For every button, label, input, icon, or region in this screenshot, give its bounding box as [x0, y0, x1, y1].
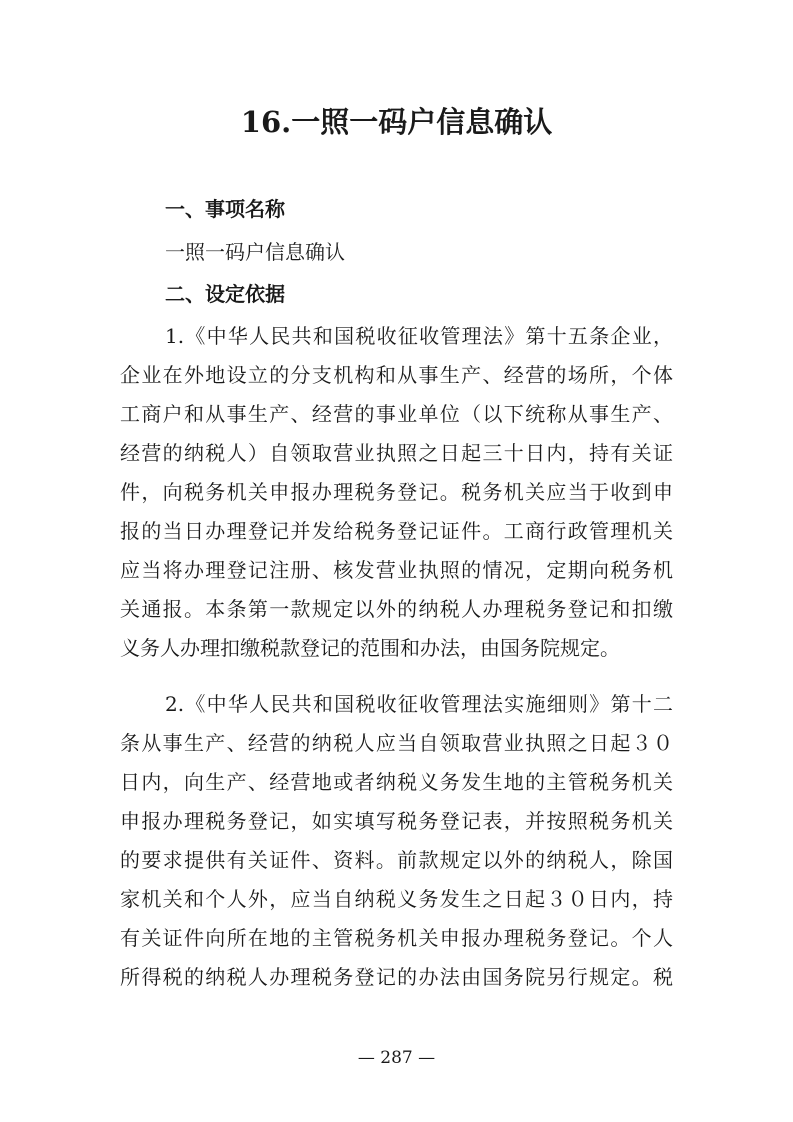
paragraph-line: 工商户和从事生产、经营的事业单位（以下统称从事生产、	[120, 402, 673, 426]
paragraph-line: 应当将办理登记注册、核发营业执照的情况，定期向税务机	[120, 558, 673, 582]
paragraph-line: 条从事生产、经营的纳税人应当自领取营业执照之日起３０	[120, 731, 673, 755]
paragraph-line: 申报办理税务登记，如实填写税务登记表，并按照税务机关	[120, 809, 673, 833]
paragraph-line: 日内，向生产、经营地或者纳税义务发生地的主管税务机关	[120, 770, 673, 794]
item-name-text: 一照一码户信息确认	[165, 240, 345, 264]
paragraph-line: 所得税的纳税人办理税务登记的办法由国务院另行规定。税	[120, 965, 673, 989]
paragraph-line: 企业在外地设立的分支机构和从事生产、经营的场所，个体	[120, 363, 673, 387]
paragraph-line: 的要求提供有关证件、资料。前款规定以外的纳税人，除国	[120, 848, 673, 872]
paragraph-line: 1.《中华人民共和国税收征收管理法》第十五条企业，	[165, 324, 673, 348]
paragraph-line: 2.《中华人民共和国税收征收管理法实施细则》第十二	[165, 692, 673, 716]
paragraph-line: 报的当日办理登记并发给税务登记证件。工商行政管理机关	[120, 519, 673, 543]
paragraph-line: 义务人办理扣缴税款登记的范围和办法，由国务院规定。	[120, 636, 620, 660]
paragraph-line: 件，向税务机关申报办理税务登记。税务机关应当于收到申	[120, 480, 673, 504]
page-number: — 287 —	[357, 1048, 436, 1068]
page-title: 16.一照一码户信息确认	[240, 105, 553, 139]
section-heading-legal-basis: 二、设定依据	[165, 282, 285, 306]
section-heading-item-name: 一、事项名称	[165, 197, 285, 221]
paragraph-line: 关通报。本条第一款规定以外的纳税人办理税务登记和扣缴	[120, 597, 673, 621]
paragraph-line: 家机关和个人外，应当自纳税义务发生之日起３０日内，持	[120, 887, 673, 911]
paragraph-line: 经营的纳税人）自领取营业执照之日起三十日内，持有关证	[120, 441, 673, 465]
paragraph-line: 有关证件向所在地的主管税务机关申报办理税务登记。个人	[120, 926, 673, 950]
